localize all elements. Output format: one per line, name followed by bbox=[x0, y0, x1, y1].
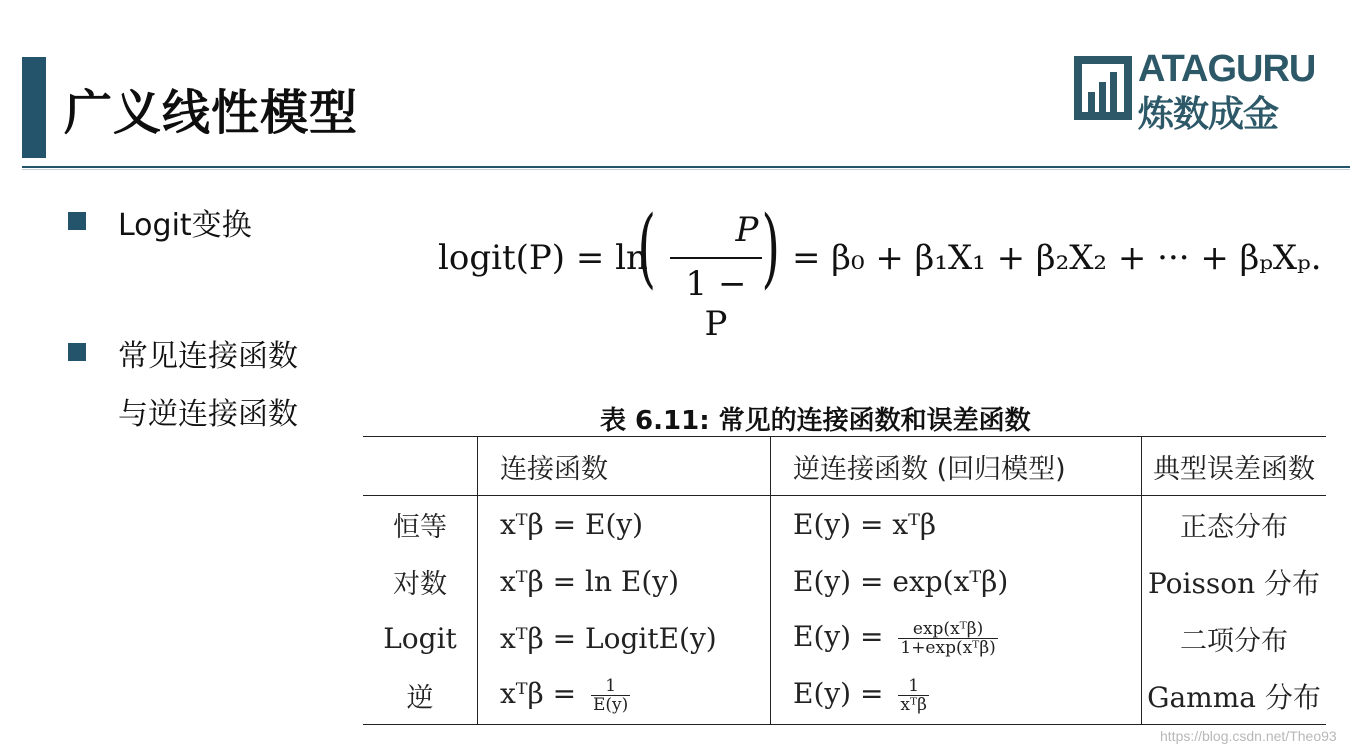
row-error: Gamma 分布 bbox=[1147, 680, 1321, 714]
row-link: xᵀβ = ln E(y) bbox=[478, 553, 771, 610]
slide-title: 广义线性模型 bbox=[64, 85, 359, 141]
bullet-square-icon bbox=[68, 212, 86, 230]
title-divider-shadow bbox=[22, 169, 1350, 170]
row-inverse: E(y) = xᵀβ bbox=[771, 496, 1142, 554]
formula-denominator: 1 − P bbox=[685, 264, 747, 344]
table-row bbox=[363, 496, 1326, 554]
row-inverse: E(y) = bbox=[793, 677, 884, 710]
header-error: 典型误差函数 bbox=[1142, 437, 1327, 496]
row-name: 逆 bbox=[363, 667, 478, 725]
fraction-numerator: 1 bbox=[591, 677, 630, 696]
bar-chart-logo-icon bbox=[1072, 52, 1136, 124]
table-row bbox=[363, 667, 1326, 725]
formula-rhs: = β₀ + β₁X₁ + β₂X₂ + ··· + βₚXₚ. bbox=[792, 238, 1322, 278]
table-header-row bbox=[363, 437, 1326, 496]
link-function-table bbox=[363, 436, 1326, 725]
row-inverse-cell bbox=[771, 667, 1142, 725]
logit-formula bbox=[438, 198, 1338, 344]
row-name: Logit bbox=[363, 610, 478, 667]
ataguru-logo bbox=[1072, 48, 1358, 135]
logo-wordmark: ATAGURU bbox=[1138, 48, 1316, 90]
row-error: Poisson 分布 bbox=[1147, 566, 1321, 600]
header-inverse: 逆连接函数 (回归模型) bbox=[771, 437, 1142, 496]
header-name bbox=[363, 437, 478, 496]
bullet-square-icon bbox=[68, 343, 86, 361]
row-name: 恒等 bbox=[363, 496, 478, 554]
fraction-numerator: exp(xᵀβ) bbox=[898, 620, 997, 639]
fraction-denominator: 1+exp(xᵀβ) bbox=[900, 638, 996, 658]
logo-chinese-wordmark: 炼数成金 bbox=[1138, 94, 1279, 135]
header-link: 连接函数 bbox=[478, 437, 771, 496]
row-inverse-cell bbox=[771, 610, 1142, 667]
row-inverse: E(y) = bbox=[793, 620, 884, 653]
table-row bbox=[363, 610, 1326, 667]
row-link: xᵀβ = LogitE(y) bbox=[478, 610, 771, 667]
row-link: xᵀβ = bbox=[500, 677, 577, 710]
formula-lhs: logit(P) = ln bbox=[438, 238, 648, 278]
source-watermark: https://blog.csdn.net/Theo93 bbox=[1160, 728, 1337, 744]
row-error: 正态分布 bbox=[1180, 512, 1288, 543]
inverse-fraction bbox=[898, 677, 929, 714]
formula-numerator: P bbox=[735, 210, 759, 250]
fraction-numerator: 1 bbox=[898, 677, 929, 696]
row-link: xᵀβ = E(y) bbox=[478, 496, 771, 554]
table-row bbox=[363, 553, 1326, 610]
formula-fraction-bar bbox=[670, 257, 762, 259]
formula-left-paren: ( bbox=[637, 198, 657, 298]
title-accent-bar bbox=[22, 57, 46, 158]
fraction-denominator: E(y) bbox=[593, 695, 629, 715]
row-name: 对数 bbox=[363, 553, 478, 610]
bullet-link-functions: 常见连接函数 bbox=[118, 339, 298, 374]
title-divider bbox=[22, 166, 1350, 168]
row-error: 二项分布 bbox=[1180, 626, 1288, 657]
table-caption: 表 6.11: 常见的连接函数和误差函数 bbox=[600, 406, 1031, 436]
formula-right-paren: ) bbox=[761, 198, 781, 298]
row-inverse: E(y) = exp(xᵀβ) bbox=[771, 553, 1142, 610]
link-fraction bbox=[591, 677, 630, 714]
bullet-link-functions-line2: 与逆连接函数 bbox=[118, 397, 298, 432]
row-link-cell bbox=[478, 667, 771, 725]
fraction-denominator: xᵀβ bbox=[900, 695, 927, 715]
inverse-fraction bbox=[898, 620, 997, 657]
bullet-logit-transform: Logit变换 bbox=[118, 208, 252, 243]
